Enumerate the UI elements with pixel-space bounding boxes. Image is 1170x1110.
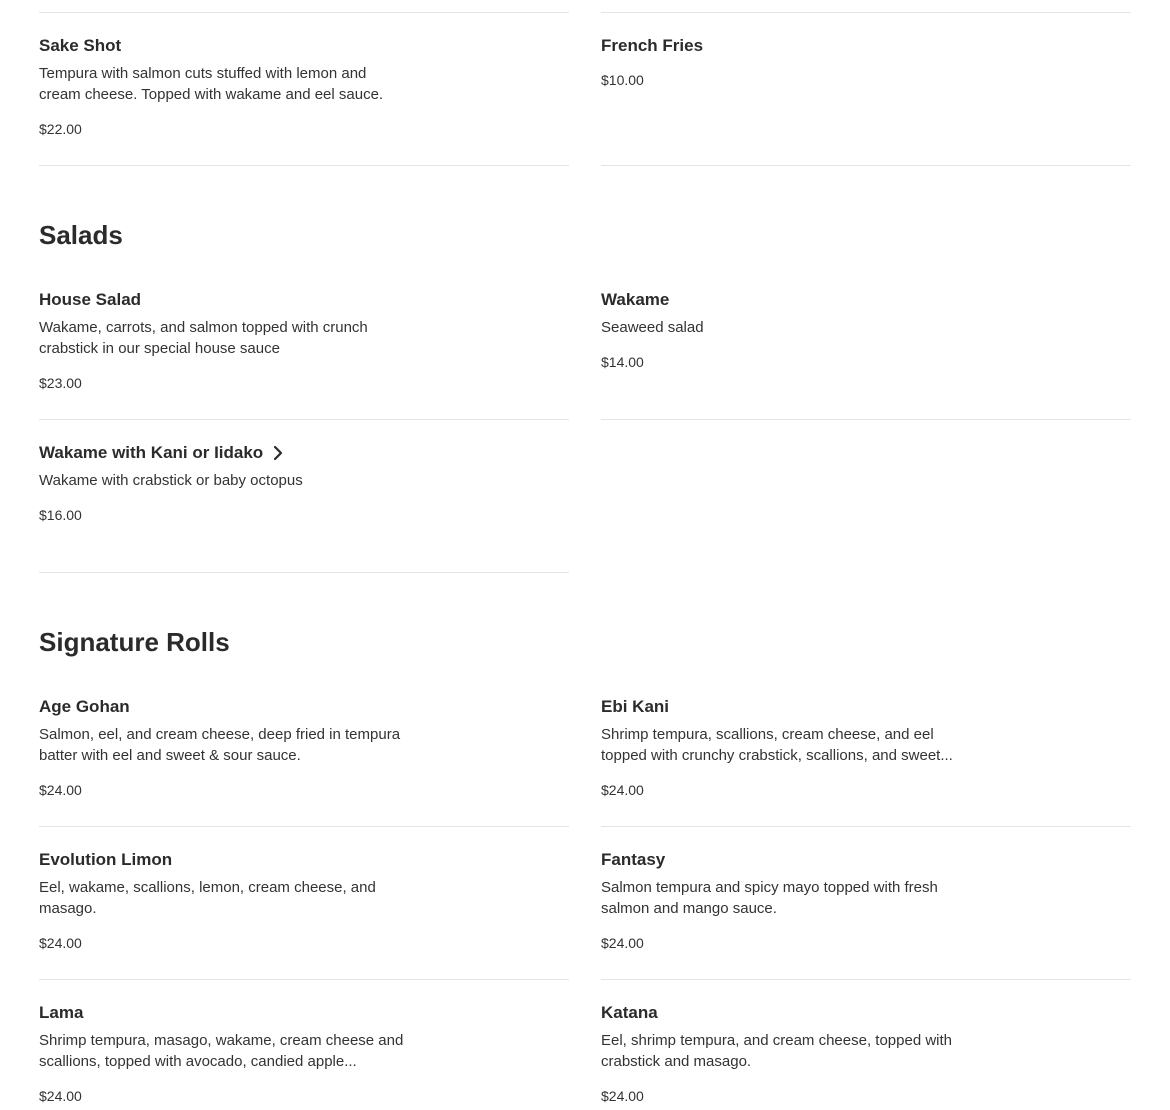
chevron-right-icon[interactable] bbox=[271, 445, 285, 461]
menu-item-french-fries[interactable] bbox=[601, 35, 1131, 90]
item-name: Wakame bbox=[601, 290, 670, 309]
menu-item-lama[interactable] bbox=[39, 1002, 569, 1106]
item-price: $10.00 bbox=[601, 72, 644, 88]
item-price: $24.00 bbox=[39, 782, 82, 798]
item-price: $14.00 bbox=[601, 354, 644, 370]
item-price: $24.00 bbox=[39, 1088, 82, 1104]
divider bbox=[601, 826, 1131, 827]
menu-item-fantasy[interactable] bbox=[601, 849, 1131, 953]
menu-item-ebi-kani[interactable] bbox=[601, 696, 1131, 800]
item-description: Salmon, eel, and cream cheese, deep fried in tempura batter with eel and sweet & sour sauce. bbox=[39, 726, 401, 764]
item-price: $22.00 bbox=[39, 121, 82, 137]
item-name: Wakame with Kani or Iidako bbox=[39, 443, 264, 462]
item-price: $23.00 bbox=[39, 375, 82, 391]
item-price: $24.00 bbox=[39, 935, 82, 951]
item-description: Tempura with salmon cuts stuffed with lemon and cream cheese. Topped with wakame and eel sauce. bbox=[39, 65, 384, 103]
section-title-signature-rolls: Signature Rolls bbox=[39, 627, 230, 657]
item-description: Shrimp tempura, scallions, cream cheese, and eel topped with crunchy crabstick, scallions, and sweet... bbox=[601, 726, 953, 764]
item-price: $24.00 bbox=[601, 782, 644, 798]
divider bbox=[39, 572, 569, 573]
divider bbox=[601, 12, 1131, 13]
menu-item-sake-shot[interactable] bbox=[39, 35, 569, 139]
section-title-salads: Salads bbox=[39, 220, 123, 250]
item-name: Age Gohan bbox=[39, 697, 130, 716]
item-price: $24.00 bbox=[601, 935, 644, 951]
item-name: Fantasy bbox=[601, 850, 666, 869]
item-name: Katana bbox=[601, 1003, 658, 1022]
item-name: House Salad bbox=[39, 290, 142, 309]
item-name: Evolution Limon bbox=[39, 850, 173, 869]
divider bbox=[601, 419, 1131, 420]
menu-item-house-salad[interactable] bbox=[39, 289, 569, 393]
divider bbox=[39, 419, 569, 420]
item-description: Eel, wakame, scallions, lemon, cream cheese, and masago. bbox=[39, 879, 376, 917]
menu-item-katana[interactable] bbox=[601, 1002, 1131, 1106]
item-description: Eel, shrimp tempura, and cream cheese, topped with crabstick and masago. bbox=[601, 1032, 953, 1070]
menu-item-evolution-limon[interactable] bbox=[39, 849, 569, 953]
item-description: Wakame with crabstick or baby octopus bbox=[39, 472, 303, 489]
item-description: Seaweed salad bbox=[601, 319, 704, 336]
menu-item-age-gohan[interactable] bbox=[39, 696, 569, 800]
menu-item-wakame[interactable] bbox=[601, 289, 1131, 372]
divider bbox=[601, 979, 1131, 980]
item-name: French Fries bbox=[601, 36, 704, 55]
item-description: Wakame, carrots, and salmon topped with crunch crabstick in our special house sauce bbox=[39, 319, 368, 357]
item-price: $16.00 bbox=[39, 507, 82, 523]
item-description: Salmon tempura and spicy mayo topped with fresh salmon and mango sauce. bbox=[601, 879, 938, 917]
menu-item-wakame-kani-iidako[interactable] bbox=[39, 442, 569, 525]
divider bbox=[39, 12, 569, 13]
divider bbox=[601, 165, 1131, 166]
divider bbox=[39, 165, 569, 166]
divider bbox=[39, 979, 569, 980]
item-name: Ebi Kani bbox=[601, 697, 670, 716]
divider bbox=[39, 826, 569, 827]
item-price: $24.00 bbox=[601, 1088, 644, 1104]
item-description: Shrimp tempura, masago, wakame, cream cheese and scallions, topped with avocado, candied apple... bbox=[39, 1032, 404, 1070]
item-name: Lama bbox=[39, 1003, 84, 1022]
item-name: Sake Shot bbox=[39, 36, 122, 55]
item-name-row bbox=[39, 442, 569, 464]
